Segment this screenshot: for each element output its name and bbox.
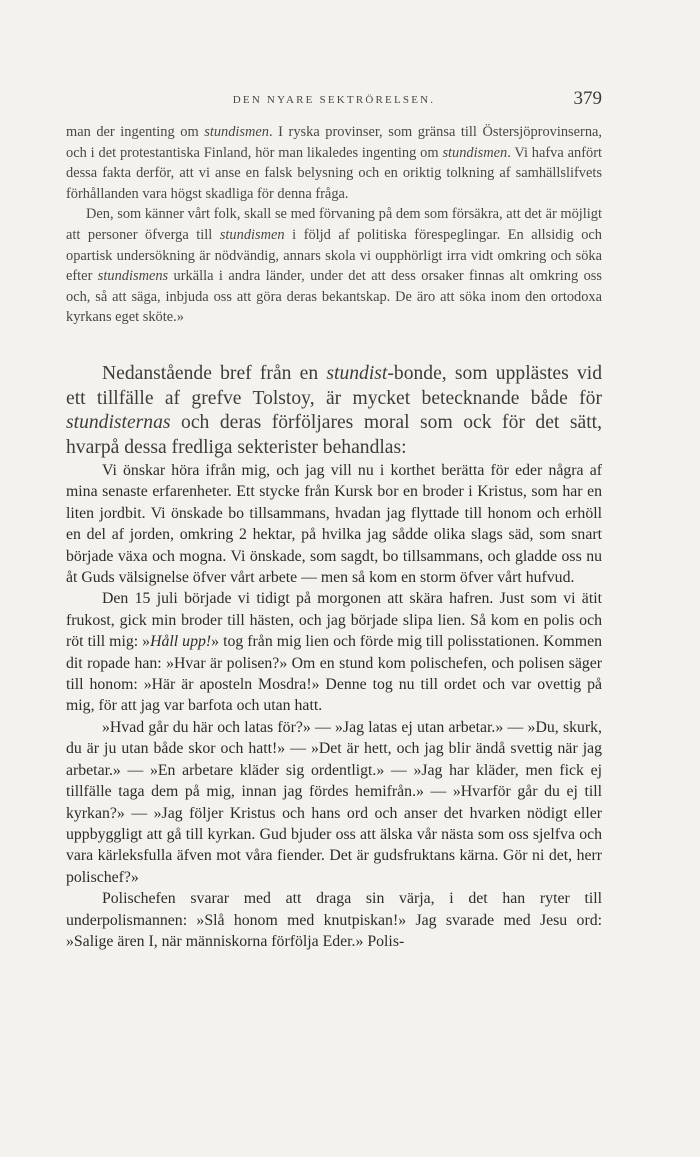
quote-paragraph-1	[66, 122, 602, 204]
letter-paragraph-1: Vi önskar höra ifrån mig, och jag vill nu i korthet berätta för eder några af mina senaste erfarenheter. Ett stycke från Kursk bor en broder i Kristus, som har en liten jordbit. Vi önskade bo tillsammans, hvadan jag flyttade till honom och erhöll en del af jorden, omkring 2 hektar, på hvilka jag sådde olika slags säd, som snart började växa och mogna. Vi önskade, som sagdt, bo tillsammans, och gladde oss nu åt Guds välsignelse öfver vårt arbete — men så kom en storm öfver vårt hufvud.	[66, 462, 602, 587]
running-head	[66, 88, 602, 114]
letter-text-run: Den 15 juli började vi tidigt på morgonen att skära hafren. Just som vi ätit frukost, gick min broder till hästen, och jag började slipa lien. Så kom en polis och röt till mig: »	[66, 590, 602, 651]
quoted-passage	[66, 122, 602, 328]
intro-text: Nedanstående bref från en	[102, 363, 327, 384]
quote-paragraph-2	[66, 204, 602, 328]
intro-emphasis: stundisternas	[66, 412, 171, 434]
letter-paragraph-3: »Hvad går du här och latas för?» — »Jag latas ej utan arbetar.» — »Du, skurk, du är ju utan både skor och hatt!» — »Det är hett, och jag blir ändå svettig när jag arbetar.» — »En arbetare kläder sig ordentligt.» — »Jag har kläder, men fick ej tillfälle taga dem på mig, innan jag fördes hemifrån.» — »Hvarför går du ej till kyrkan?» — »Jag följer Kristus och hans ord och anser det hvarken nödigt eller uppbyggligt att gå till kyrkan. Gud bjuder oss att älska vår nästa som oss sjelfva och vara kärleksfulla äfven mot våra fiender. Det är gudsfruktans kärna. Gör ni det, herr polischef?»	[66, 718, 602, 886]
letter-paragraph-2	[66, 588, 602, 716]
intro-emphasis: stundist	[326, 363, 388, 384]
quote-text: man der ingenting om	[66, 124, 205, 140]
intro-text: -bonde, som upplästes vid ett tillfälle af grefve Tolstoy, är mycket betecknande både för	[66, 363, 602, 409]
letter-emphasis: Håll upp!	[150, 633, 212, 651]
quote-text: . Vi hafva anfört dessa fakta derför, att vi anse en falsk belysning och en oriktig tolkning af samhällslifvets förhållanden vara högst skadliga för denna fråga.	[66, 144, 602, 202]
quote-emphasis: stundismen	[204, 124, 269, 140]
quote-text: . I ryska provinser, som gränsa till Östersjöprovinserna, och i det protestantiska Finland, hör man likaledes ingenting om	[66, 124, 602, 161]
quote-text: Den, som känner vårt folk, skall se med förvaning på dem som försäkra, att det är möjligt att personer öfverga till	[66, 206, 602, 243]
letter-paragraph-4: Polischefen svarar med att draga sin värja, i det han ryter till underpolismannen: »Slå honom med knutpiskan!» Jag svarade med Jesu ord: »Salige ären I, när människorna förfölja Eder.» Polis-	[66, 890, 602, 950]
quote-emphasis: stundismen	[219, 226, 285, 243]
quote-text: i följd af politiska förespeglingar. En allsidig och opartisk undersökning är nödvändig, annars skola vi oupphörligt irra vidt omkring och söka efter	[66, 226, 602, 285]
letter-text-run: » tog från mig lien och förde mig till polisstationen. Kommen dit ropade han: »Hvar är polisen?» Om en stund kom polischefen, och polisen säger till honom: »Här är aposteln Mosdra!» Denne tog nu till ordet och var ovettig på mig, för att jag var barfota och utan hatt.	[66, 633, 602, 715]
quote-emphasis: stundismen	[442, 144, 508, 161]
quote-emphasis: stundismens	[97, 268, 169, 285]
intro-text: och deras förföljares moral som ock för det sätt, hvarpå dessa fredliga sekterister behandlas:	[66, 412, 602, 458]
running-title: DEN NYARE SEKTRÖRELSEN.	[232, 94, 436, 106]
quote-text: urkälla i andra länder, under det att dess orsaker finnas alt omkring oss och, så att säga, inbjuda oss att göra deras bekantskap. De äro att söka inom den ortodoxa kyrkans eget sköte.»	[66, 268, 602, 326]
intro-paragraph	[66, 362, 602, 460]
page-number: 379	[573, 88, 602, 109]
letter-text	[66, 460, 602, 952]
